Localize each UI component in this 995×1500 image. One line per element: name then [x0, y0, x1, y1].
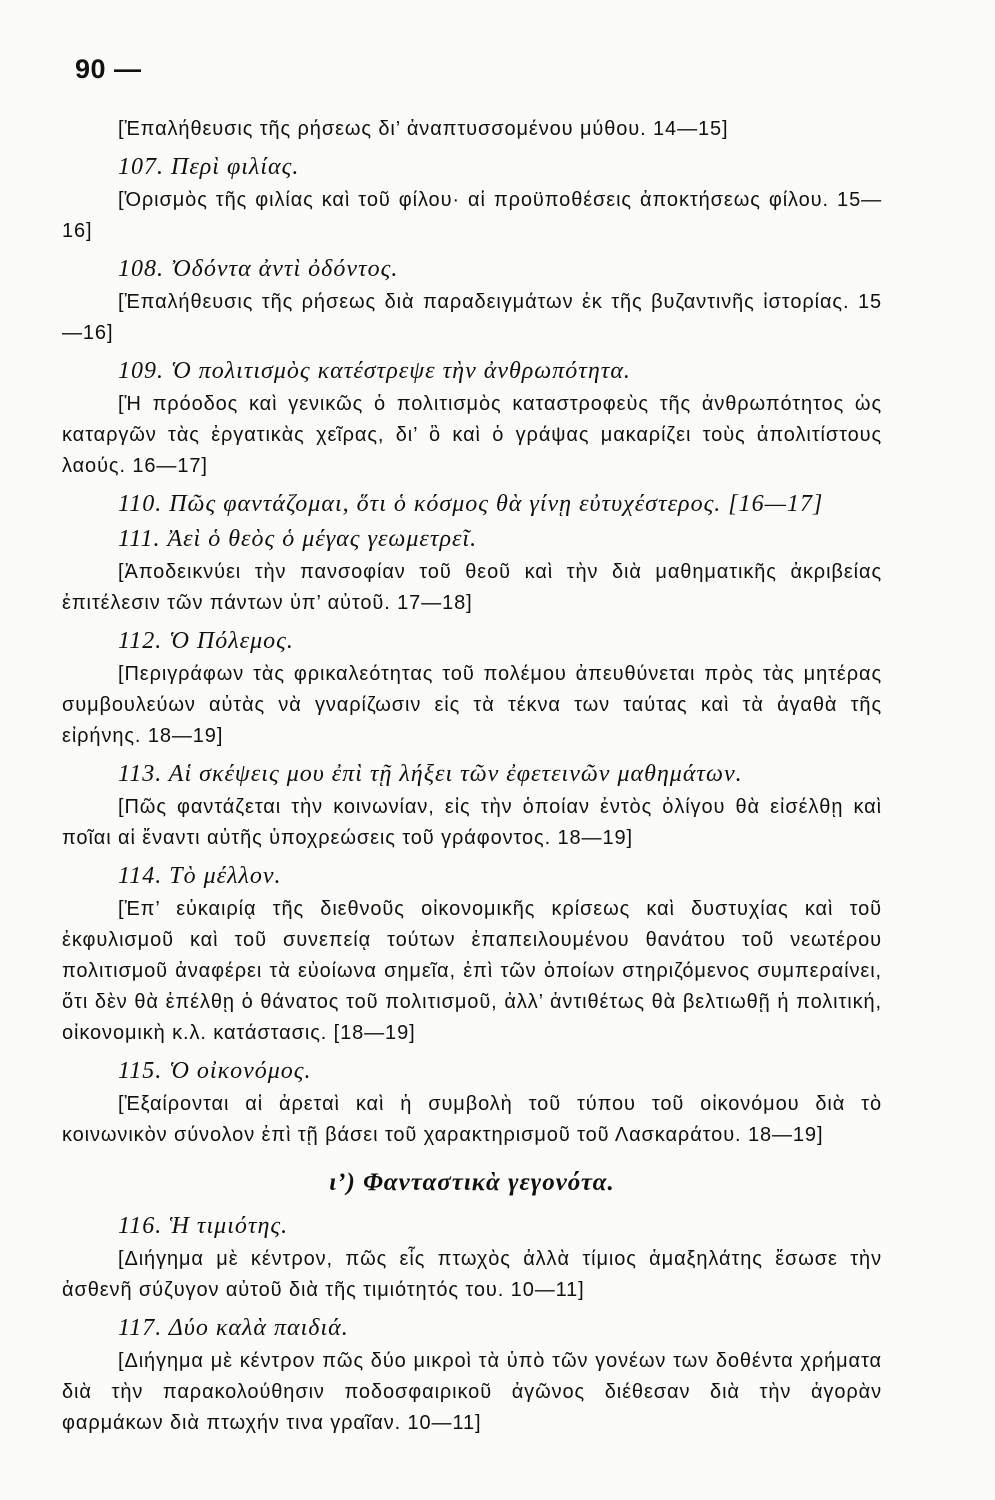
entry-117 [62, 1311, 882, 1439]
entry-112 [62, 624, 882, 752]
entry-description: [Ἐπαλήθευσις τῆς ρήσεως διὰ παραδειγμάτων ἐκ τῆς βυζαντινῆς ἱστορίας. 15—16] [62, 291, 882, 344]
entry-108 [62, 252, 882, 349]
entry-107 [62, 150, 882, 247]
entry-description: [Ἐπ’ εὐκαιρίᾳ τῆς διεθνοῦς οἰκονομικῆς κρίσεως καὶ δυστυχίας καὶ τοῦ ἐκφυλισμοῦ καὶ τοῦ συνεπείᾳ τούτων ἐπαπειλουμένου θανάτου τοῦ νεωτέρου πολιτισμοῦ ἀναφέρει τὰ εὐοίωνα σημεῖα, ἐπὶ τῶν ὁποίων στηριζόμενος συμπεραίνει, ὅτι δὲν θὰ ἐπέλθῃ ὁ θάνατος τοῦ πολιτισμοῦ, ἀλλ’ ἀντιθέτως θὰ βελτιωθῇ ἡ πολιτική, οἰκονομικὴ κ.λ. κατάστασις. [18—19] [62, 898, 882, 1044]
entry-title: 112. Ὁ Πόλεμος. [118, 628, 294, 654]
entry-114 [62, 859, 882, 1049]
page-content [62, 114, 882, 1444]
entry-title: 111. Ἀεὶ ὁ θεὸς ὁ μέγας γεωμετρεῖ. [118, 526, 478, 552]
entry-title: 107. Περὶ φιλίας. [118, 154, 300, 180]
entry-title: 114. Τὸ μέλλον. [118, 863, 282, 889]
entry-description: [Διήγημα μὲ κέντρον, πῶς εἷς πτωχὸς ἀλλὰ τίμιος ἁμαξηλάτης ἔσωσε τὴν ἀσθενῆ σύζυγον αὐτοῦ διὰ τῆς τιμιότητός του. 10—11] [62, 1248, 882, 1301]
entry-title: 117. Δύο καλὰ παιδιά. [118, 1315, 349, 1341]
entry-title: 115. Ὁ οἰκονόμος. [118, 1058, 312, 1084]
entry-description: [Περιγράφων τὰς φρικαλεότητας τοῦ πολέμου ἀπευθύνεται πρὸς τὰς μητέρας συμβουλεύων αὐτὰς νὰ γναρίζωσιν εἰς τὰ τέκνα των ταύτας καὶ τὰ ἀγαθὰ τῆς εἰρήνης. 18—19] [62, 663, 882, 747]
entry-109 [62, 354, 882, 482]
entry-115 [62, 1054, 882, 1151]
page-number: 90 — [75, 54, 142, 84]
entry-title: 110. Πῶς φαντάζομαι, ὅτι ὁ κόσμος θὰ γίνῃ εὐτυχέστερος. [16—17] [118, 491, 824, 517]
intro-description: [Ἐπαλήθευσις τῆς ρήσεως δι’ ἀναπτυσσομένου μύθου. 14—15] [118, 118, 729, 140]
entry-110 [62, 487, 882, 521]
entry-description: [Ἡ πρόοδος καὶ γενικῶς ὁ πολιτισμὸς καταστροφεὺς τῆς ἀνθρωπότητος ὡς καταργῶν τὰς ἐργατικὰς χεῖρας, δι’ ὃ καὶ ὁ γράψας μακαρίζει τοὺς ἀπολιτίστους λαούς. 16—17] [62, 393, 882, 477]
entry-title: 108. Ὀδόντα ἀντὶ ὀδόντος. [118, 256, 399, 282]
section-heading: ι’) Φανταστικὰ γεγονότα. [329, 1169, 615, 1196]
entry-title: 116. Ἡ τιμιότης. [118, 1213, 289, 1239]
entry-111 [62, 522, 882, 619]
entry-116 [62, 1209, 882, 1306]
entry-113 [62, 757, 882, 854]
entry-description: [Ὁρισμὸς τῆς φιλίας καὶ τοῦ φίλου· αἱ προϋποθέσεις ἀποκτήσεως φίλου. 15—16] [62, 189, 882, 242]
entry-description: [Πῶς φαντάζεται τὴν κοινωνίαν, εἰς τὴν ὁποίαν ἐντὸς ὀλίγου θὰ εἰσέλθῃ καὶ ποῖαι αἱ ἔναντι αὐτῆς ὑποχρεώσεις τοῦ γράφοντος. 18—19] [62, 796, 882, 849]
entry-title: 113. Αἱ σκέψεις μου ἐπὶ τῇ λήξει τῶν ἐφετεινῶν μαθημάτων. [118, 761, 743, 787]
entry-title: 109. Ὁ πολιτισμὸς κατέστρεψε τὴν ἀνθρωπότητα. [118, 358, 631, 384]
entry-description: [Ἀποδεικνύει τὴν πανσοφίαν τοῦ θεοῦ καὶ τὴν διὰ μαθηματικῆς ἀκριβείας ἐπιτέλεσιν τῶν πάντων ὑπ’ αὐτοῦ. 17—18] [62, 561, 882, 614]
entry-description: [Διήγημα μὲ κέντρον πῶς δύο μικροὶ τὰ ὑπὸ τῶν γονέων των δοθέντα χρήματα διὰ τὴν παρακολούθησιν ποδοσφαιρικοῦ ἀγῶνος διέθεσαν διὰ τὴν ἀγορὰν φαρμάκων διὰ πτωχήν τινα γραῖαν. 10—11] [62, 1350, 882, 1434]
entry-description: [Ἐξαίρονται αἱ ἀρεταὶ καὶ ἡ συμβολὴ τοῦ τύπου τοῦ οἰκονόμου διὰ τὸ κοινωνικὸν σύνολον ἐπὶ τῇ βάσει τοῦ χαρακτηρισμοῦ τοῦ Λασκαράτου. 18—19] [62, 1093, 882, 1146]
